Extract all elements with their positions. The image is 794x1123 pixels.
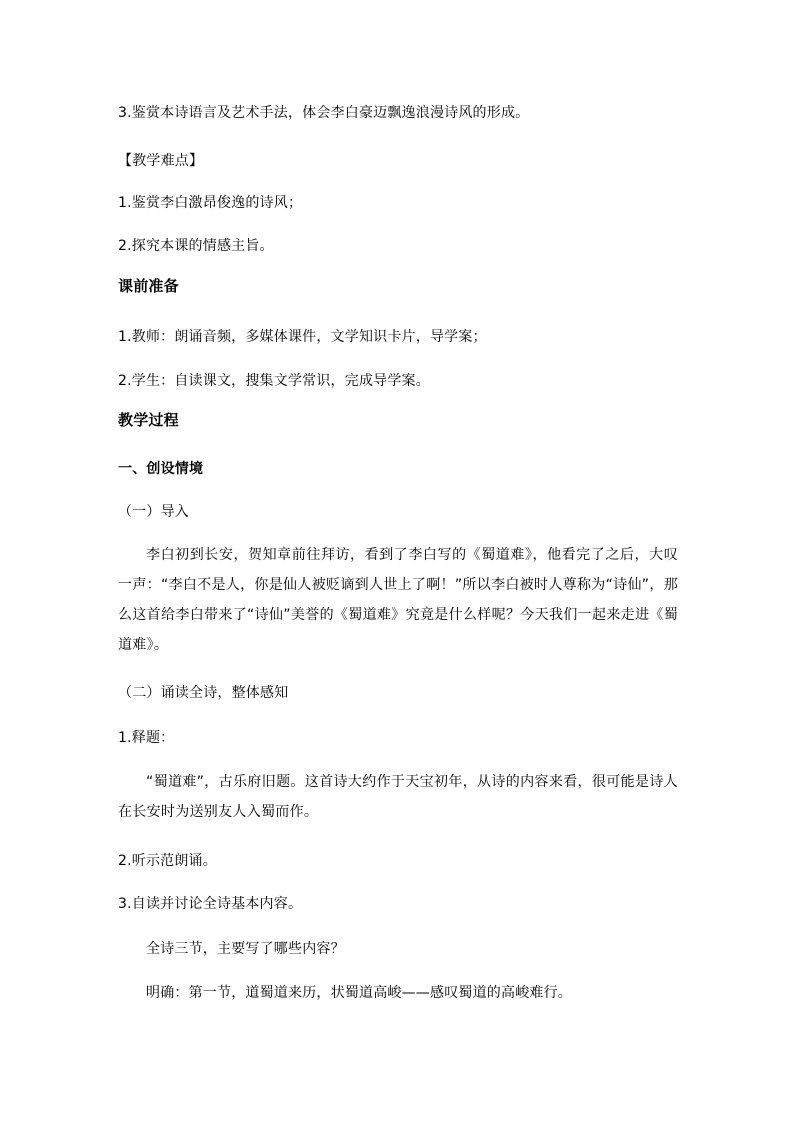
sub-section-2-heading: （二）诵读全诗，整体感知: [118, 685, 289, 701]
discussion-question: 全诗三节，主要写了哪些内容？: [146, 941, 345, 957]
prep-item-2: 2.学生：自读课文，搜集文学常识，完成导学案。: [118, 373, 430, 389]
step-1: 1.释题：: [118, 730, 175, 746]
step-3: 3.自读并讨论全诗基本内容。: [118, 896, 303, 912]
process-heading: 教学过程: [118, 411, 179, 429]
intro-paragraph: 李白初到长安，贺知章前往拜访，看到了李白写的《蜀道难》，他看完了之后，大叹一声：“李白不是人，你是仙人被贬谪到人世上了啊！”所以李白被时人尊称为“诗仙”，那么这首给李白带来了“诗仙”美誉的《蜀道难》究竟是什么样呢？今天我们一起来走进《蜀道难》。: [118, 547, 678, 653]
discussion-answer: 明确：第一节，道蜀道来历，状蜀道高峻——感叹蜀道的高峻难行。: [146, 985, 572, 1001]
difficulty-item-1: 1.鉴赏李白激昂俊逸的诗风；: [118, 195, 303, 211]
sub-section-1-heading: （一）导入: [118, 504, 189, 520]
objective-item-3: 3.鉴赏本诗语言及艺术手法，体会李白豪迈飘逸浪漫诗风的形成。: [118, 105, 530, 121]
step-2: 2.听示范朗诵。: [118, 853, 217, 869]
difficulty-item-2: 2.探究本课的情感主旨。: [118, 238, 274, 254]
difficulty-heading: 【教学难点】: [118, 153, 204, 169]
title-explain-paragraph: “蜀道难”，古乐府旧题。这首诗大约作于天宝初年，从诗的内容来看，很可能是诗人在长安时为送别友人入蜀而作。: [118, 774, 678, 820]
section-1-heading: 一、创设情境: [118, 461, 204, 477]
prep-item-1: 1.教师：朗诵音频，多媒体课件，文学知识卡片，导学案；: [118, 329, 487, 345]
prep-heading: 课前准备: [118, 277, 179, 295]
